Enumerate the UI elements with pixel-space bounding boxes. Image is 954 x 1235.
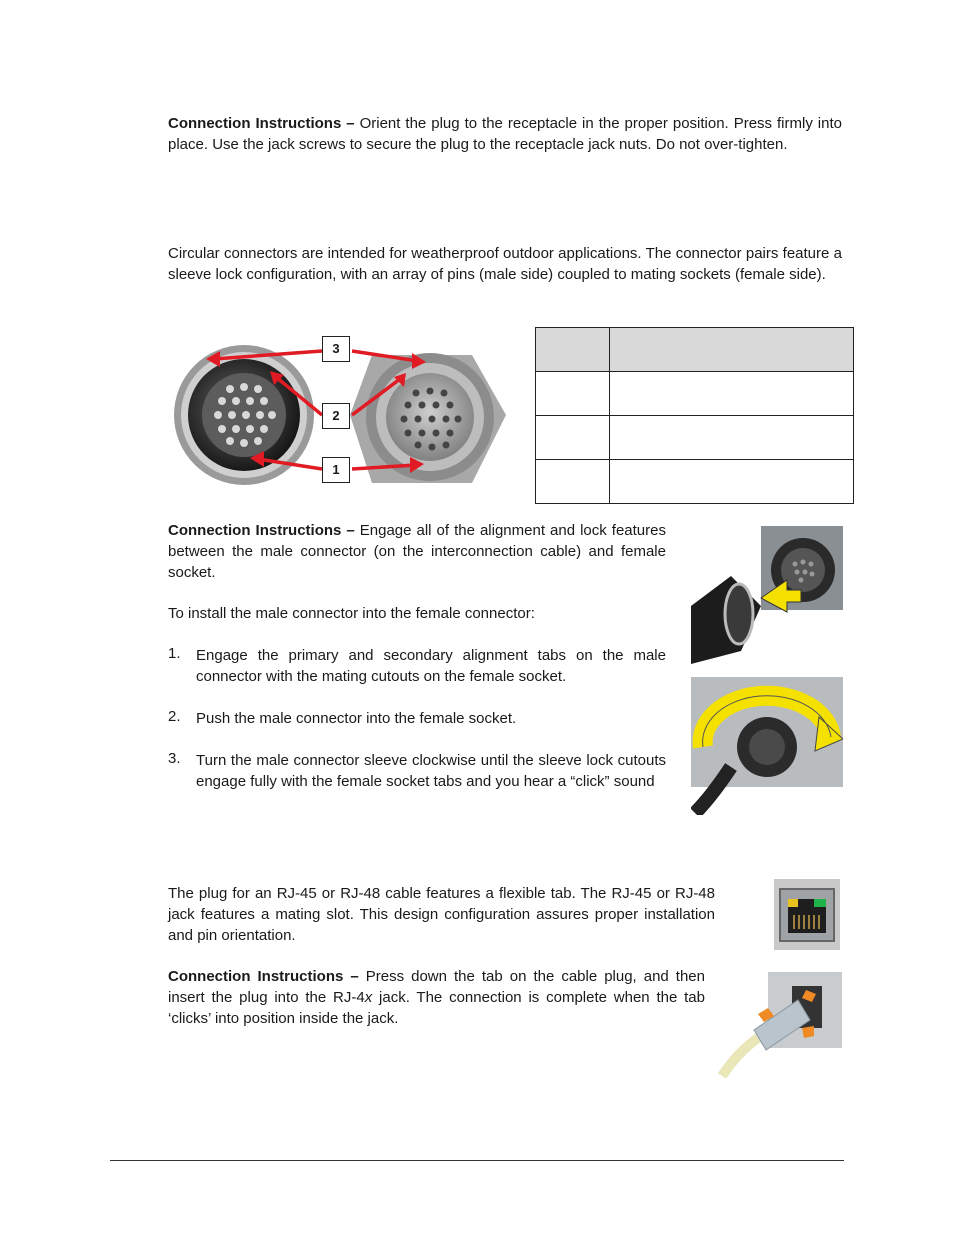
bold-label: Connection Instructions – — [168, 522, 355, 539]
callout-legend-table — [535, 327, 854, 504]
step-text: Engage the primary and secondary alignment tabs on the male connector with the mating cutouts on the female socket. — [196, 647, 666, 685]
connector-insert-photo — [691, 526, 843, 664]
circular-connector-image — [172, 335, 508, 487]
step-number: 2. — [168, 708, 181, 725]
bold-label: Connection Instructions – — [168, 968, 359, 985]
table-row — [536, 416, 854, 460]
paragraph-text-end: jack. The connection is complete when the tab ‘clicks’ into position inside the jack. — [168, 989, 705, 1027]
connector-insert-illustration — [691, 526, 843, 664]
connection-instructions-paragraph-2 — [168, 520, 666, 583]
list-item — [168, 708, 666, 729]
rj45-intro: The plug for an RJ-45 or RJ-48 cable features a flexible tab. The RJ-45 or RJ-48 jack features a mating slot. This design configuration assures proper installation and pin orientation. — [168, 885, 715, 944]
paragraph-text: Engage all of the alignment and lock features between the male connector (on the interconnection cable) and female socket. — [168, 522, 666, 581]
install-intro: To install the male connector into the female connector: — [168, 605, 535, 622]
rj45-jack-illustration — [774, 879, 840, 950]
connection-instructions-paragraph-1 — [168, 113, 842, 155]
table-header-row — [536, 328, 854, 372]
table-row — [536, 460, 854, 504]
step-number: 1. — [168, 645, 181, 662]
circular-connectors-intro: Circular connectors are intended for weatherproof outdoor applications. The connector pairs feature a sleeve lock configuration, with an array of pins (male side) coupled to mating sockets (female side). — [168, 245, 842, 283]
install-steps-list — [168, 645, 666, 815]
connector-turn-photo — [691, 677, 843, 815]
step-text: Turn the male connector sleeve clockwise until the sleeve lock cutouts engage fully with the female socket tabs and you hear a “click” sound — [196, 752, 666, 790]
table-cell — [610, 460, 854, 504]
step-number: 3. — [168, 750, 181, 767]
paragraph-text: Press down the tab on the cable plug, and then insert the plug into the RJ-4 — [168, 968, 705, 1006]
table-cell — [536, 460, 610, 504]
rj45-jack-photo — [774, 879, 840, 950]
step-text: Push the male connector into the female socket. — [196, 710, 517, 727]
rj45-insert-illustration — [718, 972, 842, 1078]
rj45-insert-photo — [718, 972, 842, 1078]
table-cell — [536, 416, 610, 460]
paragraph-text: Orient the plug to the receptacle in the proper position. Press firmly into place. Use the jack screws to secure the plug to the receptacle jack nuts. Do not over-tighten. — [168, 115, 842, 153]
callout-2: 2 — [322, 403, 350, 429]
callout-3: 3 — [322, 336, 350, 362]
table-cell — [536, 372, 610, 416]
connection-instructions-paragraph-3 — [168, 966, 705, 1029]
table-cell — [610, 372, 854, 416]
table-cell — [610, 416, 854, 460]
table-row — [536, 372, 854, 416]
italic-x: x — [364, 989, 373, 1006]
list-item — [168, 645, 666, 687]
footer-rule — [110, 1160, 844, 1161]
table-header-cell — [536, 328, 610, 372]
callout-1: 1 — [322, 457, 350, 483]
list-item — [168, 750, 666, 813]
bold-label: Connection Instructions – — [168, 115, 355, 132]
connector-turn-illustration — [691, 677, 843, 815]
table-header-cell — [610, 328, 854, 372]
